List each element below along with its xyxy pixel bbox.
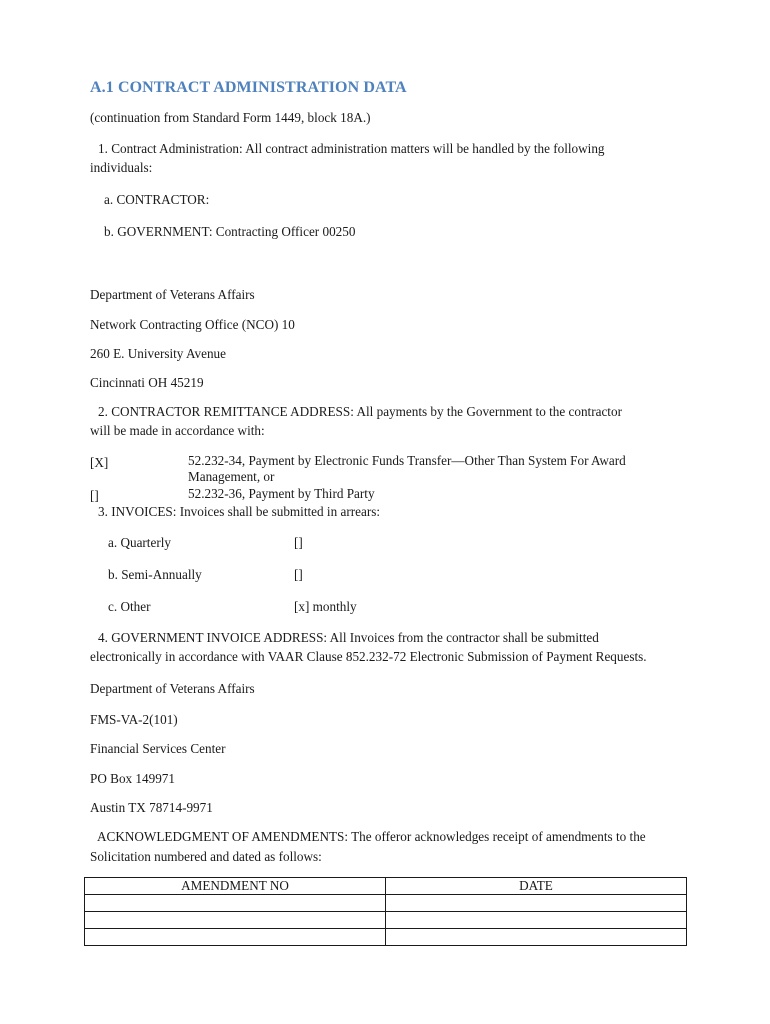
date-cell[interactable] <box>386 929 687 946</box>
contract-admin-line1: 1. Contract Administration: All contract administration matters will be handled by the following <box>98 141 605 156</box>
address1-line: Cincinnati OH 45219 <box>90 375 204 390</box>
amendment-no-cell[interactable] <box>85 929 386 946</box>
invoice-frequency-label: b. Semi-Annually <box>108 567 202 582</box>
remittance-option-mark: [] <box>90 488 99 503</box>
table-row <box>85 895 687 912</box>
table-row <box>85 929 687 946</box>
amendments-table <box>84 877 687 946</box>
invoice-frequency-mark: [] <box>294 567 303 582</box>
invoice-address-line1: 4. GOVERNMENT INVOICE ADDRESS: All Invoices from the contractor shall be submitted <box>98 630 599 645</box>
address1-line: Network Contracting Office (NCO) 10 <box>90 317 295 332</box>
table-header-row <box>85 878 687 895</box>
invoice-frequency-label: c. Other <box>108 599 151 614</box>
amendment-no-cell[interactable] <box>85 895 386 912</box>
remittance-option-text: 52.232-36, Payment by Third Party <box>188 486 375 501</box>
remittance-line2: will be made in accordance with: <box>90 423 265 438</box>
invoice-frequency-label: a. Quarterly <box>108 535 171 550</box>
date-header: DATE <box>386 878 687 895</box>
section-title: A.1 CONTRACT ADMINISTRATION DATA <box>90 79 407 96</box>
amendment-no-cell[interactable] <box>85 912 386 929</box>
remittance-line1: 2. CONTRACTOR REMITTANCE ADDRESS: All payments by the Government to the contractor <box>98 404 622 419</box>
invoice-frequency-mark: [x] monthly <box>294 599 357 614</box>
acknowledgment-line1: ACKNOWLEDGMENT OF AMENDMENTS: The offeror acknowledges receipt of amendments to the <box>97 829 646 844</box>
continuation-note: (continuation from Standard Form 1449, block 18A.) <box>90 110 371 125</box>
address2-line: FMS-VA-2(101) <box>90 712 178 727</box>
date-cell[interactable] <box>386 912 687 929</box>
address2-line: Austin TX 78714-9971 <box>90 800 213 815</box>
amendment-no-header: AMENDMENT NO <box>85 878 386 895</box>
address1-line: 260 E. University Avenue <box>90 346 227 361</box>
acknowledgment-line2: Solicitation numbered and dated as follows: <box>90 849 322 864</box>
invoices-line: 3. INVOICES: Invoices shall be submitted in arrears: <box>98 504 381 519</box>
table-row <box>85 912 687 929</box>
government-label: b. GOVERNMENT: Contracting Officer 00250 <box>104 224 356 239</box>
address2-line: PO Box 149971 <box>90 771 175 786</box>
invoice-address-line2: electronically in accordance with VAAR Clause 852.232-72 Electronic Submission of Payment Requests. <box>90 649 647 664</box>
date-cell[interactable] <box>386 895 687 912</box>
remittance-option-text-cont: Management, or <box>188 469 275 484</box>
remittance-option-mark: [X] <box>90 455 109 470</box>
address1-line: Department of Veterans Affairs <box>90 287 255 302</box>
invoice-frequency-mark: [] <box>294 535 303 550</box>
address2-line: Financial Services Center <box>90 741 226 756</box>
contract-admin-line2: individuals: <box>90 160 153 175</box>
contractor-label: a. CONTRACTOR: <box>104 192 210 207</box>
address2-line: Department of Veterans Affairs <box>90 681 255 696</box>
remittance-option-text: 52.232-34, Payment by Electronic Funds Transfer—Other Than System For Award <box>188 453 626 468</box>
